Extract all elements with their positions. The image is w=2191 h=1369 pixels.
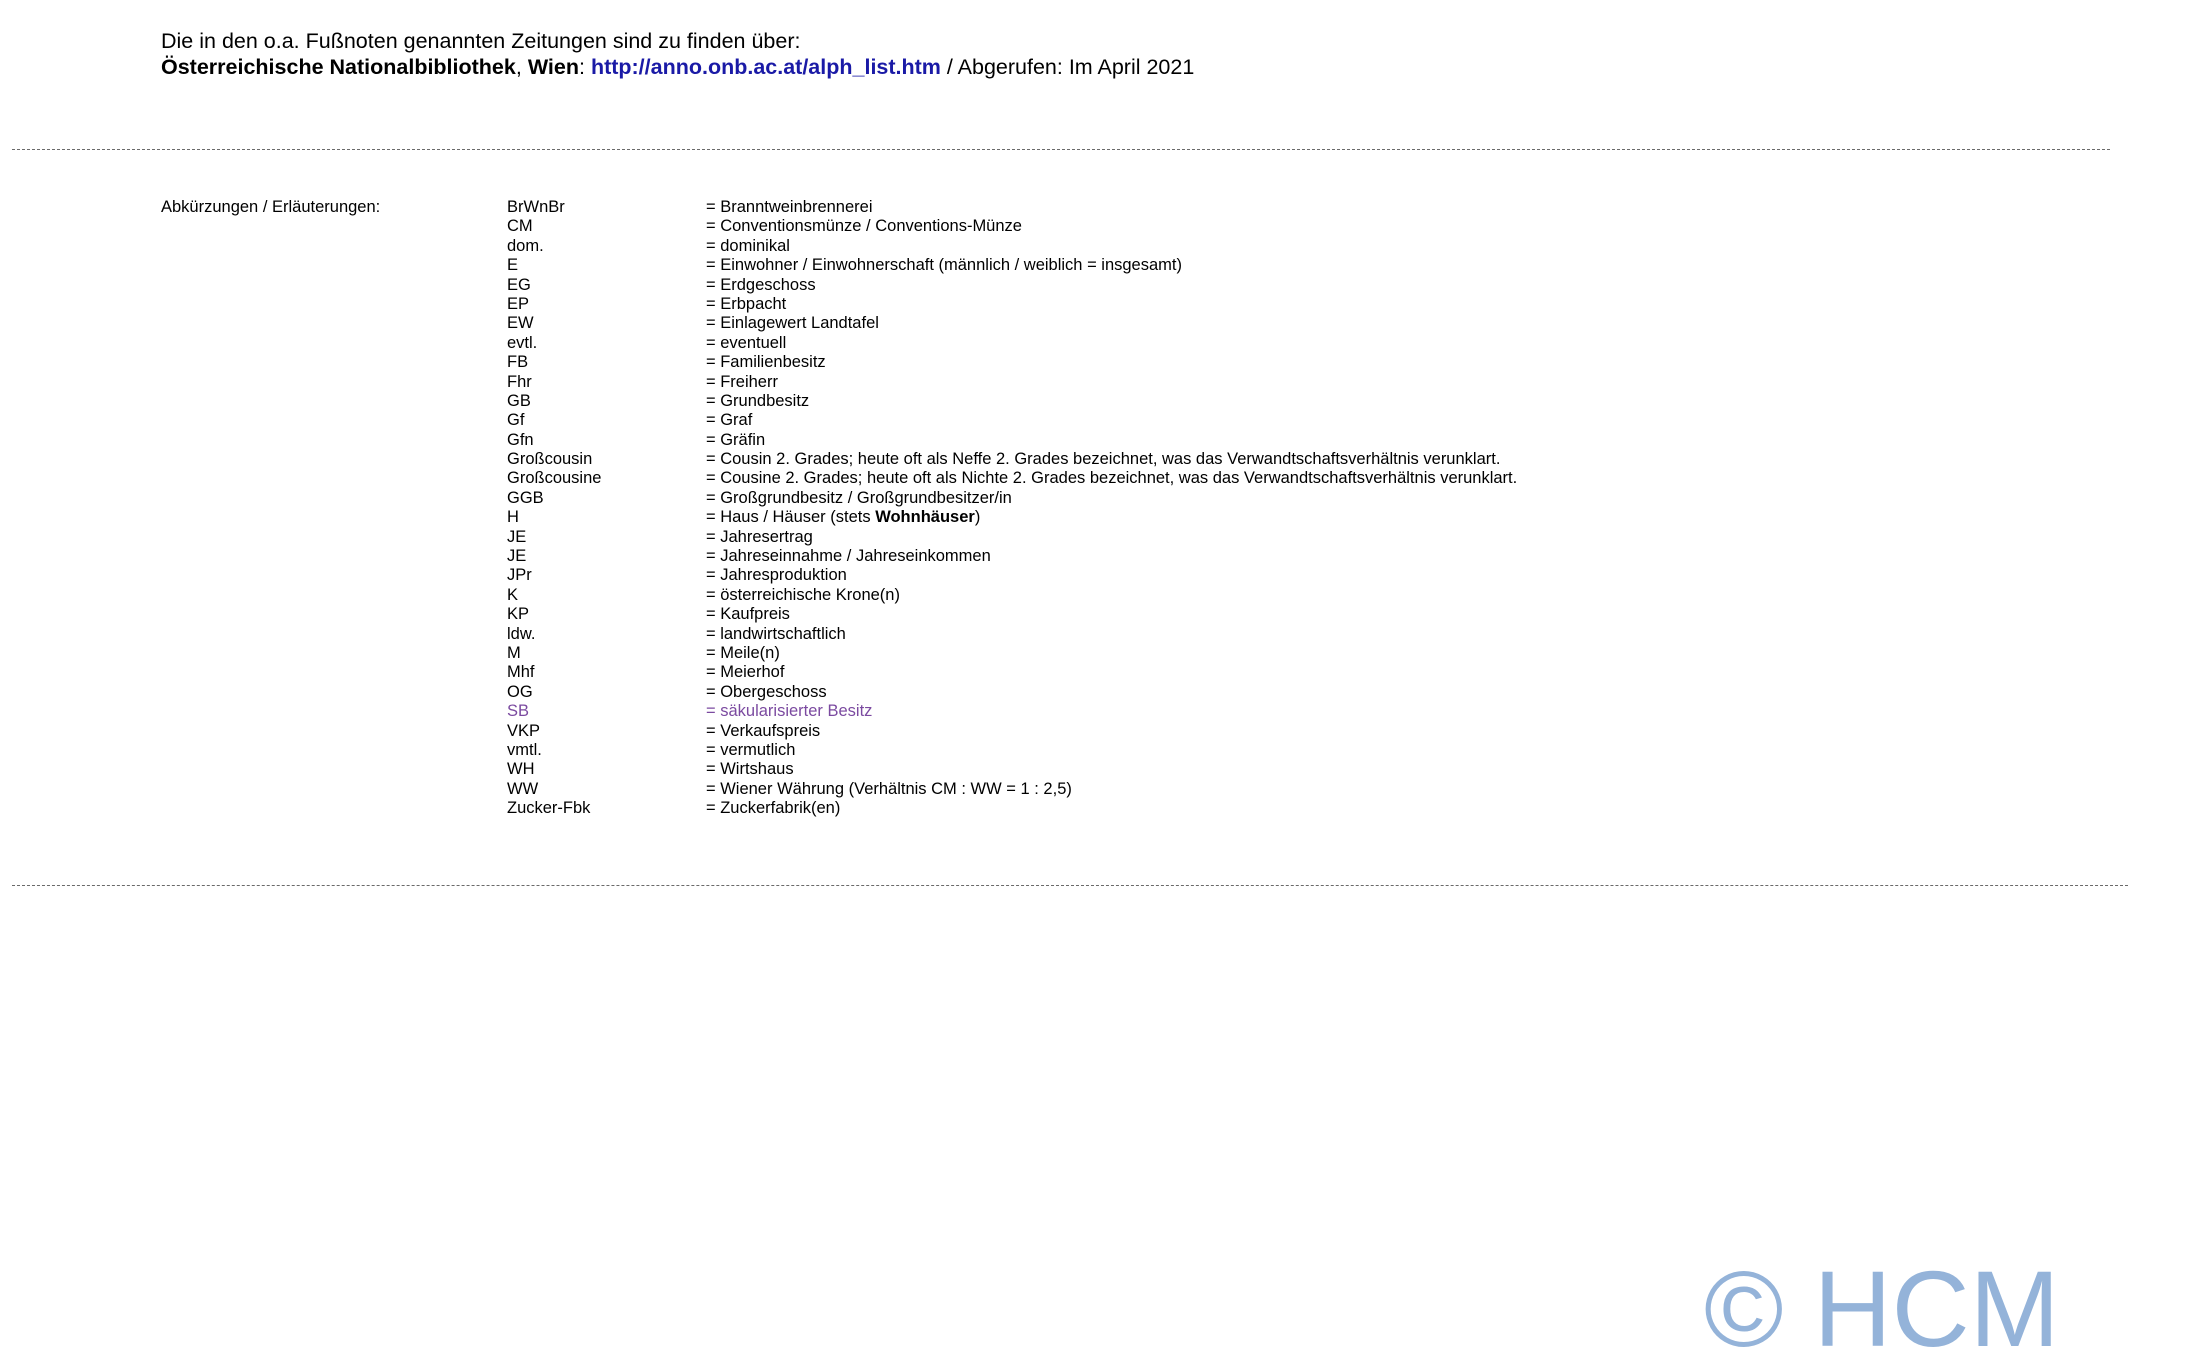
abbreviation-term: ldw. xyxy=(507,624,536,643)
abbreviation-term: Gf xyxy=(507,411,525,430)
abbreviation-row xyxy=(507,528,1517,547)
abbreviation-definition xyxy=(706,431,765,450)
abbreviations-list xyxy=(507,198,1517,819)
abbreviation-term: Zucker-Fbk xyxy=(507,799,591,818)
abbreviation-row xyxy=(507,547,1517,566)
definition-text: = Freiherr xyxy=(706,372,778,391)
abbreviation-definition xyxy=(706,528,813,547)
definition-text: = Jahreseinnahme / Jahreseinkommen xyxy=(706,547,991,566)
abbreviation-definition xyxy=(706,237,790,256)
abbreviation-definition xyxy=(706,663,784,682)
abbreviation-definition xyxy=(706,722,820,741)
abbreviation-definition xyxy=(706,295,786,314)
abbreviation-definition xyxy=(706,450,1500,469)
abbreviation-definition xyxy=(706,334,786,353)
abbreviation-term: OG xyxy=(507,682,533,701)
definition-text: = Jahresproduktion xyxy=(706,566,847,585)
abbreviation-definition xyxy=(706,353,826,372)
abbreviation-definition xyxy=(706,566,847,585)
abbreviation-definition xyxy=(706,256,1182,275)
abbreviation-row xyxy=(507,799,1517,818)
copyright-watermark: © HCM xyxy=(1704,1248,2060,1369)
retrieved-date: / Abgerufen: Im April 2021 xyxy=(940,55,1195,79)
abbreviation-row xyxy=(507,276,1517,295)
definition-text: = dominikal xyxy=(706,236,790,255)
abbreviation-term: JPr xyxy=(507,566,532,585)
abbreviation-definition xyxy=(706,373,778,392)
abbreviation-term: FB xyxy=(507,353,529,372)
abbreviation-term: K xyxy=(507,585,519,604)
abbreviation-term: Mhf xyxy=(507,663,535,682)
abbreviation-row xyxy=(507,217,1517,236)
abbreviation-definition xyxy=(706,469,1517,488)
abbreviation-term: Gfn xyxy=(507,430,534,449)
abbreviation-definition xyxy=(706,605,790,624)
abbreviation-term: vmtl. xyxy=(507,740,542,759)
abbreviation-term: H xyxy=(507,508,519,527)
definition-text: = Obergeschoss xyxy=(706,682,827,701)
abbreviation-definition xyxy=(706,217,1022,236)
abbreviation-definition xyxy=(706,276,816,295)
abbreviation-definition xyxy=(706,586,900,605)
abbreviation-definition xyxy=(706,683,827,702)
separator-comma: , xyxy=(515,55,528,79)
source-note xyxy=(161,28,1194,80)
abbreviation-row xyxy=(507,392,1517,411)
abbreviation-row xyxy=(507,663,1517,682)
definition-text: = Großgrundbesitz / Großgrundbesitzer/in xyxy=(706,488,1012,507)
abbreviation-row xyxy=(507,256,1517,275)
abbreviation-definition xyxy=(706,780,1072,799)
abbreviation-row xyxy=(507,780,1517,799)
abbreviation-term: GB xyxy=(507,391,531,410)
abbreviation-row xyxy=(507,373,1517,392)
institution-name: Österreichische Nationalbibliothek xyxy=(161,55,516,79)
abbreviation-term: GGB xyxy=(507,488,544,507)
definition-text: = vermutlich xyxy=(706,740,796,759)
abbreviation-term: evtl. xyxy=(507,333,538,352)
abbreviation-definition xyxy=(706,625,846,644)
definition-text: = Meile(n) xyxy=(706,643,780,662)
abbreviation-definition xyxy=(706,644,780,663)
definition-emphasis: Wohnhäuser xyxy=(875,508,975,527)
definition-text: = Erbpacht xyxy=(706,294,787,313)
abbreviation-term: WW xyxy=(507,779,539,798)
abbreviation-row xyxy=(507,198,1517,217)
abbreviations-heading: Abkürzungen / Erläuterungen: xyxy=(161,198,381,216)
definition-text: = Meierhof xyxy=(706,663,785,682)
dashed-divider-bottom xyxy=(12,885,2128,886)
abbreviation-row xyxy=(507,411,1517,430)
definition-text: = Conventionsmünze / Conventions-Münze xyxy=(706,217,1022,236)
abbreviation-term: BrWnBr xyxy=(507,198,565,216)
abbreviation-row xyxy=(507,469,1517,488)
abbreviation-row xyxy=(507,450,1517,469)
abbreviation-row xyxy=(507,644,1517,663)
abbreviation-row xyxy=(507,741,1517,760)
abbreviation-term: EW xyxy=(507,314,534,333)
abbreviation-row xyxy=(507,489,1517,508)
definition-text: = landwirtschaftlich xyxy=(706,624,846,643)
dashed-divider-top xyxy=(12,149,2110,150)
abbreviation-definition xyxy=(706,702,872,721)
abbreviation-definition xyxy=(706,547,991,566)
abbreviation-row xyxy=(507,722,1517,741)
definition-text: = Familienbesitz xyxy=(706,353,826,372)
abbreviation-term: CM xyxy=(507,217,533,236)
abbreviation-row xyxy=(507,295,1517,314)
definition-text: = eventuell xyxy=(706,333,787,352)
abbreviation-definition xyxy=(706,314,879,333)
abbreviation-row xyxy=(507,353,1517,372)
abbreviation-definition xyxy=(706,411,752,430)
abbreviation-term: Großcousine xyxy=(507,469,602,488)
abbreviation-term: JE xyxy=(507,527,527,546)
abbreviation-row xyxy=(507,314,1517,333)
definition-text: = Verkaufspreis xyxy=(706,721,821,740)
abbreviation-row xyxy=(507,586,1517,605)
definition-text: = säkularisierter Besitz xyxy=(706,702,873,721)
abbreviation-row xyxy=(507,625,1517,644)
abbreviation-term: EP xyxy=(507,294,530,313)
definition-text: = Cousin 2. Grades; heute oft als Neffe 2. Grades bezeichnet, was das Verwandtschaftsverhältnis verunklart. xyxy=(706,450,1501,469)
abbreviation-definition xyxy=(706,760,794,779)
abbreviation-definition xyxy=(706,741,795,760)
definition-text: = Erdgeschoss xyxy=(706,275,816,294)
abbreviation-definition xyxy=(706,392,809,411)
abbreviation-term: Großcousin xyxy=(507,450,593,469)
definition-text: = Gräfin xyxy=(706,430,766,449)
anno-link[interactable]: http://anno.onb.ac.at/alph_list.htm xyxy=(590,55,941,79)
abbreviation-row xyxy=(507,237,1517,256)
abbreviation-row xyxy=(507,683,1517,702)
definition-text: = Grundbesitz xyxy=(706,391,810,410)
abbreviation-term: JE xyxy=(507,547,527,566)
abbreviation-term: WH xyxy=(507,760,535,779)
abbreviation-row xyxy=(507,566,1517,585)
definition-text: = Einlagewert Landtafel xyxy=(706,314,879,333)
abbreviation-row xyxy=(507,605,1517,624)
abbreviation-term: EG xyxy=(507,275,531,294)
abbreviation-term: KP xyxy=(507,605,530,624)
abbreviation-row xyxy=(507,702,1517,721)
abbreviation-term: SB xyxy=(507,702,530,721)
definition-text: = Kaufpreis xyxy=(706,605,790,624)
definition-text: = Graf xyxy=(706,411,753,430)
abbreviation-row xyxy=(507,334,1517,353)
abbreviation-row xyxy=(507,508,1517,527)
source-note-line2 xyxy=(161,54,1194,80)
abbreviation-row xyxy=(507,431,1517,450)
definition-text: = Haus / Häuser (stets xyxy=(706,508,876,527)
abbreviation-term: M xyxy=(507,643,521,662)
abbreviation-term: VKP xyxy=(507,721,541,740)
abbreviation-definition xyxy=(706,799,840,818)
definition-text-end: ) xyxy=(974,508,981,527)
definition-text: = Einwohner / Einwohnerschaft (männlich / weiblich = insgesamt) xyxy=(706,256,1182,275)
source-note-line1: Die in den o.a. Fußnoten genannten Zeitungen sind zu finden über: xyxy=(161,29,801,53)
abbreviation-term: dom. xyxy=(507,236,544,255)
definition-text: = Branntweinbrennerei xyxy=(706,198,873,216)
abbreviation-definition xyxy=(706,198,872,217)
abbreviation-row xyxy=(507,760,1517,779)
definition-text: = Wirtshaus xyxy=(706,760,794,779)
abbreviation-term: Fhr xyxy=(507,372,532,391)
abbreviation-definition xyxy=(706,508,980,527)
definition-text: = österreichische Krone(n) xyxy=(706,585,900,604)
definition-text: = Cousine 2. Grades; heute oft als Nichte 2. Grades bezeichnet, was das Verwandtschaftsverhältnis verunklart. xyxy=(706,469,1518,488)
definition-text: = Jahresertrag xyxy=(706,527,813,546)
abbreviation-definition xyxy=(706,489,1012,508)
city-name: Wien xyxy=(527,55,579,79)
abbreviation-term: E xyxy=(507,256,519,275)
definition-text: = Wiener Währung (Verhältnis CM : WW = 1 : 2,5) xyxy=(706,779,1072,798)
separator-colon: : xyxy=(578,55,591,79)
definition-text: = Zuckerfabrik(en) xyxy=(706,799,841,818)
